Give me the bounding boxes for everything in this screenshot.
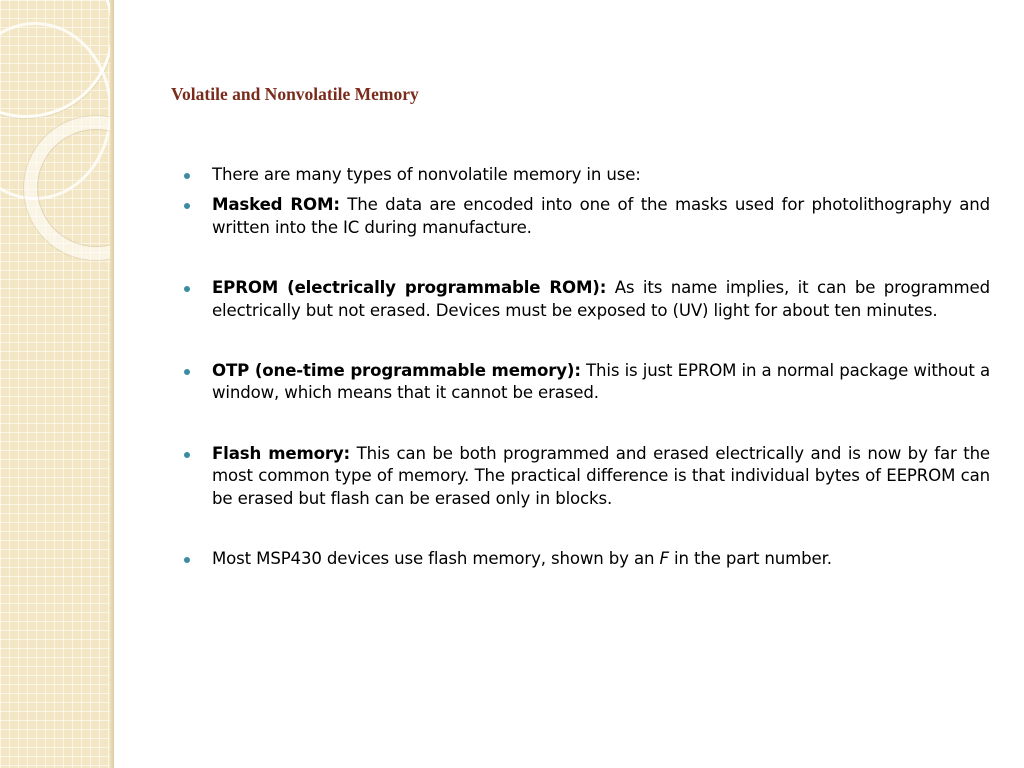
- bullet-text: in the part number.: [668, 549, 832, 569]
- bullet-text: There are many types of nonvolatile memory in use:: [212, 165, 641, 184]
- bullet-item: [212, 277, 990, 322]
- bullet-term: Flash memory:: [212, 443, 351, 463]
- bullet-text: As its name implies, it can be programmed electrically but not erased. Devices must be exposed to (UV) light for about ten minutes.: [212, 278, 991, 320]
- bullet-text: The data are encoded into one of the masks used for photolithography and written into the IC during manufacture.: [212, 195, 991, 237]
- bullet-text: This is just EPROM in a normal package without a window, which means that it cannot be erased.: [212, 361, 990, 403]
- bullet-emphasis: F: [659, 549, 669, 569]
- bullet-item: [212, 194, 990, 239]
- bullet-text: This can be both programmed and erased electrically and is now by far the most common type of memory. The practical difference is that individual bytes of EEPROM can be erased but flash can be erased only in blocks.: [212, 443, 990, 508]
- bullet-term: OTP (one-time programmable memory):: [212, 361, 581, 381]
- decorative-side-panel: [0, 0, 114, 768]
- bullet-term: Masked ROM:: [212, 195, 340, 215]
- bullet-item: [212, 360, 990, 405]
- bullet-term: EPROM (electrically programmable ROM):: [212, 278, 607, 298]
- bullet-item: [212, 443, 990, 510]
- bullet-text: Most MSP430 devices use flash memory, shown by an: [212, 549, 660, 569]
- bullet-item: [212, 164, 990, 186]
- slide-title: Volatile and Nonvolatile Memory: [171, 84, 419, 104]
- bullet-list: [212, 164, 990, 570]
- bullet-item: [212, 548, 990, 570]
